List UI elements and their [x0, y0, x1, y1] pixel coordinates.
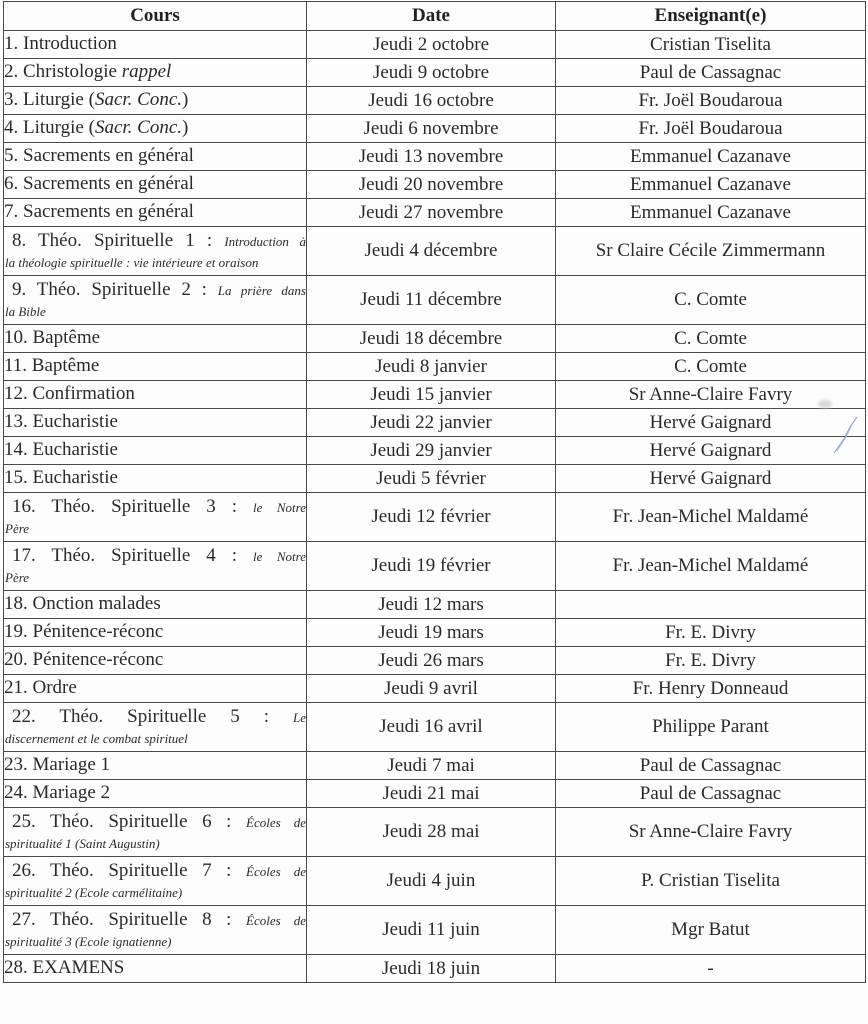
table-row	[4, 353, 866, 381]
course-number: 28.	[4, 957, 28, 979]
teacher-cell: Cristian Tiselita	[556, 31, 866, 59]
course-subtitle-start: Écoles de	[246, 912, 306, 928]
header-cours: Cours	[4, 2, 307, 31]
teacher-cell: C. Comte	[556, 353, 866, 381]
course-number: 2.	[4, 61, 19, 83]
course-cell	[4, 703, 307, 752]
course-subtitle-end: Père	[5, 569, 30, 585]
course-cell	[4, 353, 307, 381]
course-number: 15.	[4, 467, 28, 489]
course-number: 14.	[4, 439, 28, 461]
table-row	[4, 465, 866, 493]
course-number: 4.	[4, 117, 19, 139]
course-title: Théo. Spirituelle 2 :	[36, 278, 207, 300]
header-enseignant: Enseignant(e)	[556, 2, 866, 31]
course-cell	[4, 619, 307, 647]
course-title: Sacrements en général	[23, 201, 194, 223]
course-title: Théo. Spirituelle 8 :	[49, 908, 232, 930]
course-number: 18.	[4, 593, 28, 615]
course-cell	[4, 87, 307, 115]
course-cell	[4, 780, 307, 808]
date-cell: Jeudi 15 janvier	[307, 381, 556, 409]
course-number: 19.	[4, 621, 28, 643]
table-row	[4, 675, 866, 703]
date-cell: Jeudi 16 avril	[307, 703, 556, 752]
course-title: Eucharistie	[32, 411, 118, 433]
course-title: Liturgie (	[23, 117, 95, 139]
course-cell	[4, 437, 307, 465]
date-cell: Jeudi 5 février	[307, 465, 556, 493]
teacher-cell: Fr. Joël Boudaroua	[556, 87, 866, 115]
teacher-cell: Sr Claire Cécile Zimmermann	[556, 227, 866, 276]
teacher-cell: Hervé Gaignard	[556, 465, 866, 493]
course-title-end: )	[182, 117, 189, 139]
course-title: EXAMENS	[32, 957, 125, 979]
table-row	[4, 409, 866, 437]
course-cell	[4, 325, 307, 353]
course-title: Théo. Spirituelle 6 :	[49, 810, 232, 832]
table-row	[4, 703, 866, 752]
course-title: Pénitence-réconc	[32, 621, 164, 643]
course-number: 25.	[12, 810, 36, 832]
table-row	[4, 780, 866, 808]
teacher-cell: Fr. E. Divry	[556, 647, 866, 675]
table-body	[4, 31, 866, 983]
course-subtitle-start: Écoles de	[246, 814, 306, 830]
date-cell: Jeudi 13 novembre	[307, 143, 556, 171]
course-cell	[4, 591, 307, 619]
course-subtitle-start: le Notre	[253, 499, 306, 515]
table-row	[4, 59, 866, 87]
date-cell: Jeudi 22 janvier	[307, 409, 556, 437]
course-subtitle-start: le Notre	[253, 548, 306, 564]
course-number: 24.	[4, 782, 28, 804]
table-row	[4, 647, 866, 675]
date-cell: Jeudi 29 janvier	[307, 437, 556, 465]
course-title: Théo. Spirituelle 7 :	[49, 859, 232, 881]
course-title: Baptême	[32, 327, 101, 349]
course-cell	[4, 493, 307, 542]
date-cell: Jeudi 4 décembre	[307, 227, 556, 276]
date-cell: Jeudi 12 février	[307, 493, 556, 542]
table-row	[4, 143, 866, 171]
teacher-cell: Emmanuel Cazanave	[556, 199, 866, 227]
teacher-cell: Emmanuel Cazanave	[556, 143, 866, 171]
teacher-cell: Sr Anne-Claire Favry	[556, 381, 866, 409]
date-cell: Jeudi 11 juin	[307, 906, 556, 955]
date-cell: Jeudi 28 mai	[307, 808, 556, 857]
teacher-cell: P. Cristian Tiselita	[556, 857, 866, 906]
date-cell: Jeudi 4 juin	[307, 857, 556, 906]
course-title-line	[4, 279, 306, 302]
course-title: Introduction	[23, 33, 117, 55]
date-cell: Jeudi 26 mars	[307, 647, 556, 675]
table-row	[4, 381, 866, 409]
course-title: Liturgie (	[23, 89, 95, 111]
course-cell	[4, 59, 307, 87]
course-title-line	[4, 860, 306, 883]
header-date: Date	[307, 2, 556, 31]
date-cell: Jeudi 2 octobre	[307, 31, 556, 59]
date-cell: Jeudi 27 novembre	[307, 199, 556, 227]
date-cell: Jeudi 8 janvier	[307, 353, 556, 381]
course-number: 10.	[4, 327, 28, 349]
table-row	[4, 31, 866, 59]
course-cell	[4, 31, 307, 59]
course-subtitle-end: spiritualité 2 (Ecole carmélitaine)	[5, 884, 183, 900]
date-cell: Jeudi 21 mai	[307, 780, 556, 808]
date-cell: Jeudi 16 octobre	[307, 87, 556, 115]
table-row	[4, 437, 866, 465]
table-row	[4, 325, 866, 353]
course-number: 16.	[12, 495, 36, 517]
course-subtitle-start: Introduction à	[224, 233, 306, 249]
course-cell	[4, 542, 307, 591]
teacher-cell: Hervé Gaignard	[556, 437, 866, 465]
course-cell	[4, 906, 307, 955]
teacher-cell: Fr. Jean-Michel Maldamé	[556, 493, 866, 542]
course-title-line	[4, 909, 306, 932]
course-cell	[4, 381, 307, 409]
header-row	[4, 2, 866, 31]
course-title-end: )	[182, 89, 189, 111]
course-cell	[4, 276, 307, 325]
table-row	[4, 171, 866, 199]
course-number: 3.	[4, 89, 19, 111]
table-row	[4, 752, 866, 780]
date-cell: Jeudi 6 novembre	[307, 115, 556, 143]
date-cell: Jeudi 19 février	[307, 542, 556, 591]
teacher-cell: Paul de Cassagnac	[556, 780, 866, 808]
course-title: Théo. Spirituelle 4 :	[51, 544, 238, 566]
course-title-line	[4, 811, 306, 834]
date-cell: Jeudi 9 avril	[307, 675, 556, 703]
table-row	[4, 199, 866, 227]
course-title: Pénitence-réconc	[32, 649, 164, 671]
course-title: Sacrements en général	[23, 145, 194, 167]
date-cell: Jeudi 7 mai	[307, 752, 556, 780]
teacher-cell: Emmanuel Cazanave	[556, 171, 866, 199]
course-subtitle-start: La prière dans	[217, 282, 306, 298]
course-cell	[4, 465, 307, 493]
course-title: Onction malades	[32, 593, 161, 615]
course-number: 11.	[4, 355, 28, 377]
course-title: Ordre	[32, 677, 77, 699]
course-number: 5.	[4, 145, 19, 167]
course-cell	[4, 115, 307, 143]
course-title: Eucharistie	[32, 467, 118, 489]
course-number: 21.	[4, 677, 28, 699]
course-title-line	[4, 496, 306, 519]
teacher-cell: Paul de Cassagnac	[556, 59, 866, 87]
course-title: Baptême	[31, 355, 100, 377]
date-cell: Jeudi 20 novembre	[307, 171, 556, 199]
table-row	[4, 227, 866, 276]
course-number: 8.	[12, 229, 27, 251]
date-cell: Jeudi 18 juin	[307, 955, 556, 983]
course-number: 27.	[12, 908, 36, 930]
course-cell	[4, 143, 307, 171]
course-number: 12.	[4, 383, 28, 405]
date-cell: Jeudi 9 octobre	[307, 59, 556, 87]
course-title: Eucharistie	[32, 439, 118, 461]
course-number: 22.	[12, 705, 36, 727]
course-number: 9.	[12, 278, 27, 300]
table-row	[4, 276, 866, 325]
course-subtitle-end: discernement et le combat spirituel	[5, 730, 188, 746]
table-row	[4, 591, 866, 619]
teacher-cell: Fr. E. Divry	[556, 619, 866, 647]
course-cell	[4, 647, 307, 675]
course-number: 17.	[12, 544, 36, 566]
date-cell: Jeudi 19 mars	[307, 619, 556, 647]
teacher-cell: Fr. Henry Donneaud	[556, 675, 866, 703]
table-row	[4, 955, 866, 983]
course-title: Théo. Spirituelle 3 :	[51, 495, 238, 517]
course-subtitle-end: la Bible	[5, 303, 46, 319]
course-subtitle-start: Le	[293, 709, 306, 725]
teacher-cell: C. Comte	[556, 276, 866, 325]
teacher-cell: Fr. Joël Boudaroua	[556, 115, 866, 143]
course-cell	[4, 675, 307, 703]
course-number: 6.	[4, 173, 19, 195]
course-title-line	[4, 545, 306, 568]
date-cell: Jeudi 11 décembre	[307, 276, 556, 325]
course-title: Théo. Spirituelle 1 :	[38, 229, 213, 251]
table-row	[4, 906, 866, 955]
teacher-cell	[556, 591, 866, 619]
teacher-cell: Sr Anne-Claire Favry	[556, 808, 866, 857]
course-subtitle-end: spiritualité 3 (Ecole ignatienne)	[5, 933, 172, 949]
teacher-cell: -	[556, 955, 866, 983]
course-cell	[4, 808, 307, 857]
teacher-cell: Philippe Parant	[556, 703, 866, 752]
course-number: 26.	[12, 859, 36, 881]
course-title: Confirmation	[32, 383, 135, 405]
course-title: Sacrements en général	[23, 173, 194, 195]
table-row	[4, 857, 866, 906]
course-cell	[4, 227, 307, 276]
course-title: Christologie	[23, 61, 117, 83]
course-number: 23.	[4, 754, 28, 776]
date-cell: Jeudi 18 décembre	[307, 325, 556, 353]
course-note: Sacr. Conc.	[94, 89, 183, 111]
course-title-line	[4, 706, 306, 729]
date-cell: Jeudi 12 mars	[307, 591, 556, 619]
course-title: Mariage 1	[32, 754, 111, 776]
course-schedule-table	[3, 1, 866, 983]
table-row	[4, 87, 866, 115]
course-note: rappel	[121, 61, 172, 83]
course-cell	[4, 171, 307, 199]
course-number: 13.	[4, 411, 28, 433]
course-number: 7.	[4, 201, 19, 223]
course-note: Sacr. Conc.	[94, 117, 183, 139]
table-row	[4, 808, 866, 857]
course-subtitle-start: Écoles de	[246, 863, 306, 879]
course-subtitle-end: Père	[5, 520, 30, 536]
course-cell	[4, 955, 307, 983]
table-row	[4, 493, 866, 542]
course-title: Mariage 2	[32, 782, 111, 804]
course-number: 20.	[4, 649, 28, 671]
course-title: Théo. Spirituelle 5 :	[59, 705, 270, 727]
teacher-cell: Paul de Cassagnac	[556, 752, 866, 780]
table-row	[4, 115, 866, 143]
teacher-cell: Mgr Batut	[556, 906, 866, 955]
course-subtitle-end: la théologie spirituelle : vie intérieure et oraison	[5, 254, 259, 270]
teacher-cell: Fr. Jean-Michel Maldamé	[556, 542, 866, 591]
course-cell	[4, 857, 307, 906]
teacher-cell: Hervé Gaignard	[556, 409, 866, 437]
table-row	[4, 542, 866, 591]
course-number: 1.	[4, 33, 19, 55]
teacher-cell: C. Comte	[556, 325, 866, 353]
course-cell	[4, 752, 307, 780]
course-title-line	[4, 230, 306, 253]
table-row	[4, 619, 866, 647]
course-cell	[4, 409, 307, 437]
course-cell	[4, 199, 307, 227]
course-subtitle-end: spiritualité 1 (Saint Augustin)	[5, 835, 160, 851]
